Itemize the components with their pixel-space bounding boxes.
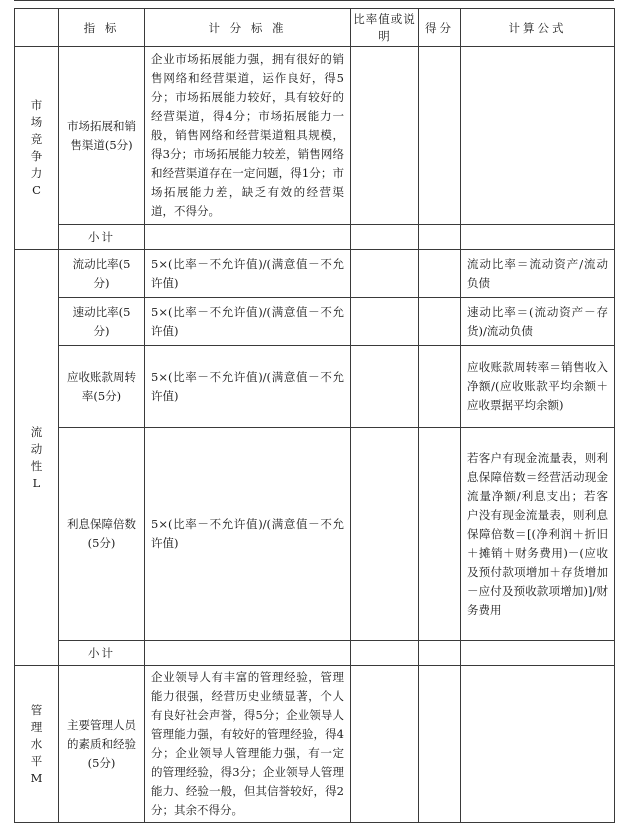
subtotal-label: 小计	[59, 225, 145, 250]
standard-cell: 5×(比率－不允许值)/(满意值－不允许值)	[145, 346, 351, 428]
header-formula: 计算公式	[461, 9, 615, 47]
ratio-cell	[351, 47, 419, 225]
formula-cell: 应收账款周转率＝销售收入净额/(应收账款平均余额＋应收票据平均余额)	[461, 346, 615, 428]
indicator-cell: 应收账款周转率(5分)	[59, 346, 145, 428]
table-row	[15, 346, 615, 428]
standard-cell: 企业领导人有丰富的管理经验，管理能力很强，经营历史业绩显著，个人有良好社会声誉，得5分；企业领导人管理能力强，有较好的管理经验，得4分；企业领导人管理能力强，有一定的管理经验，得3分；企业领导人管理能力、经验一般，但其信誉较好，得2分；其余不得分。	[145, 666, 351, 823]
score-cell	[419, 225, 461, 250]
header-row	[15, 9, 615, 47]
indicator-cell: 主要管理人员的素质和经验(5分)	[59, 666, 145, 823]
ratio-cell	[351, 298, 419, 346]
score-cell	[419, 666, 461, 823]
score-cell	[419, 250, 461, 298]
standard-cell: 5×(比率－不允许值)/(满意值－不允许值)	[145, 428, 351, 641]
score-cell	[419, 47, 461, 225]
standard-cell	[145, 641, 351, 666]
indicator-cell: 速动比率(5分)	[59, 298, 145, 346]
scoring-table	[14, 8, 615, 823]
indicator-cell: 流动比率(5分)	[59, 250, 145, 298]
ratio-cell	[351, 428, 419, 641]
standard-cell: 5×(比率－不允许值)/(满意值－不允许值)	[145, 250, 351, 298]
score-cell	[419, 428, 461, 641]
header-category	[15, 9, 59, 47]
category-cell: 流动性L	[15, 250, 59, 666]
score-cell	[419, 346, 461, 428]
score-cell	[419, 641, 461, 666]
top-rule	[14, 0, 614, 1]
subtotal-row	[15, 225, 615, 250]
formula-cell: 速动比率＝(流动资产－存货)/流动负债	[461, 298, 615, 346]
score-cell	[419, 298, 461, 346]
ratio-cell	[351, 250, 419, 298]
category-cell: 市场竞争力C	[15, 47, 59, 250]
table-row	[15, 666, 615, 823]
standard-cell: 企业市场拓展能力强，拥有很好的销售网络和经营渠道，运作良好，得5分；市场拓展能力较好，具有较好的经营渠道，得4分；市场拓展能力一般，销售网络和经营渠道粗具规模，得3分；市场拓展能力较差，销售网络和经营渠道存在一定问题，得1分；市场拓展能力差，缺乏有效的经营渠道，不得分。	[145, 47, 351, 225]
ratio-cell	[351, 641, 419, 666]
header-indicator: 指 标	[59, 9, 145, 47]
ratio-cell	[351, 666, 419, 823]
table-row	[15, 47, 615, 225]
table-row	[15, 298, 615, 346]
formula-cell	[461, 225, 615, 250]
subtotal-label: 小计	[59, 641, 145, 666]
table-row	[15, 250, 615, 298]
header-standard: 计 分 标 准	[145, 9, 351, 47]
standard-cell	[145, 225, 351, 250]
subtotal-row	[15, 641, 615, 666]
ratio-cell	[351, 225, 419, 250]
indicator-cell: 利息保障倍数(5分)	[59, 428, 145, 641]
formula-cell	[461, 47, 615, 225]
ratio-cell	[351, 346, 419, 428]
indicator-cell: 市场拓展和销售渠道(5分)	[59, 47, 145, 225]
category-cell: 管理水平M	[15, 666, 59, 823]
header-ratio: 比率值或说明	[351, 9, 419, 47]
table-row	[15, 428, 615, 641]
formula-cell	[461, 666, 615, 823]
formula-cell: 若客户有现金流量表，则利息保障倍数＝经营活动现金流量净额/利息支出；若客户没有现金流量表，则利息保障倍数＝[(净利润＋折旧＋摊销＋财务费用)－(应收及预付款项增加＋存货增加－应付及预收款项增加)]/财务费用	[461, 428, 615, 641]
standard-cell: 5×(比率－不允许值)/(满意值－不允许值)	[145, 298, 351, 346]
header-score: 得分	[419, 9, 461, 47]
formula-cell: 流动比率＝流动资产/流动负债	[461, 250, 615, 298]
formula-cell	[461, 641, 615, 666]
